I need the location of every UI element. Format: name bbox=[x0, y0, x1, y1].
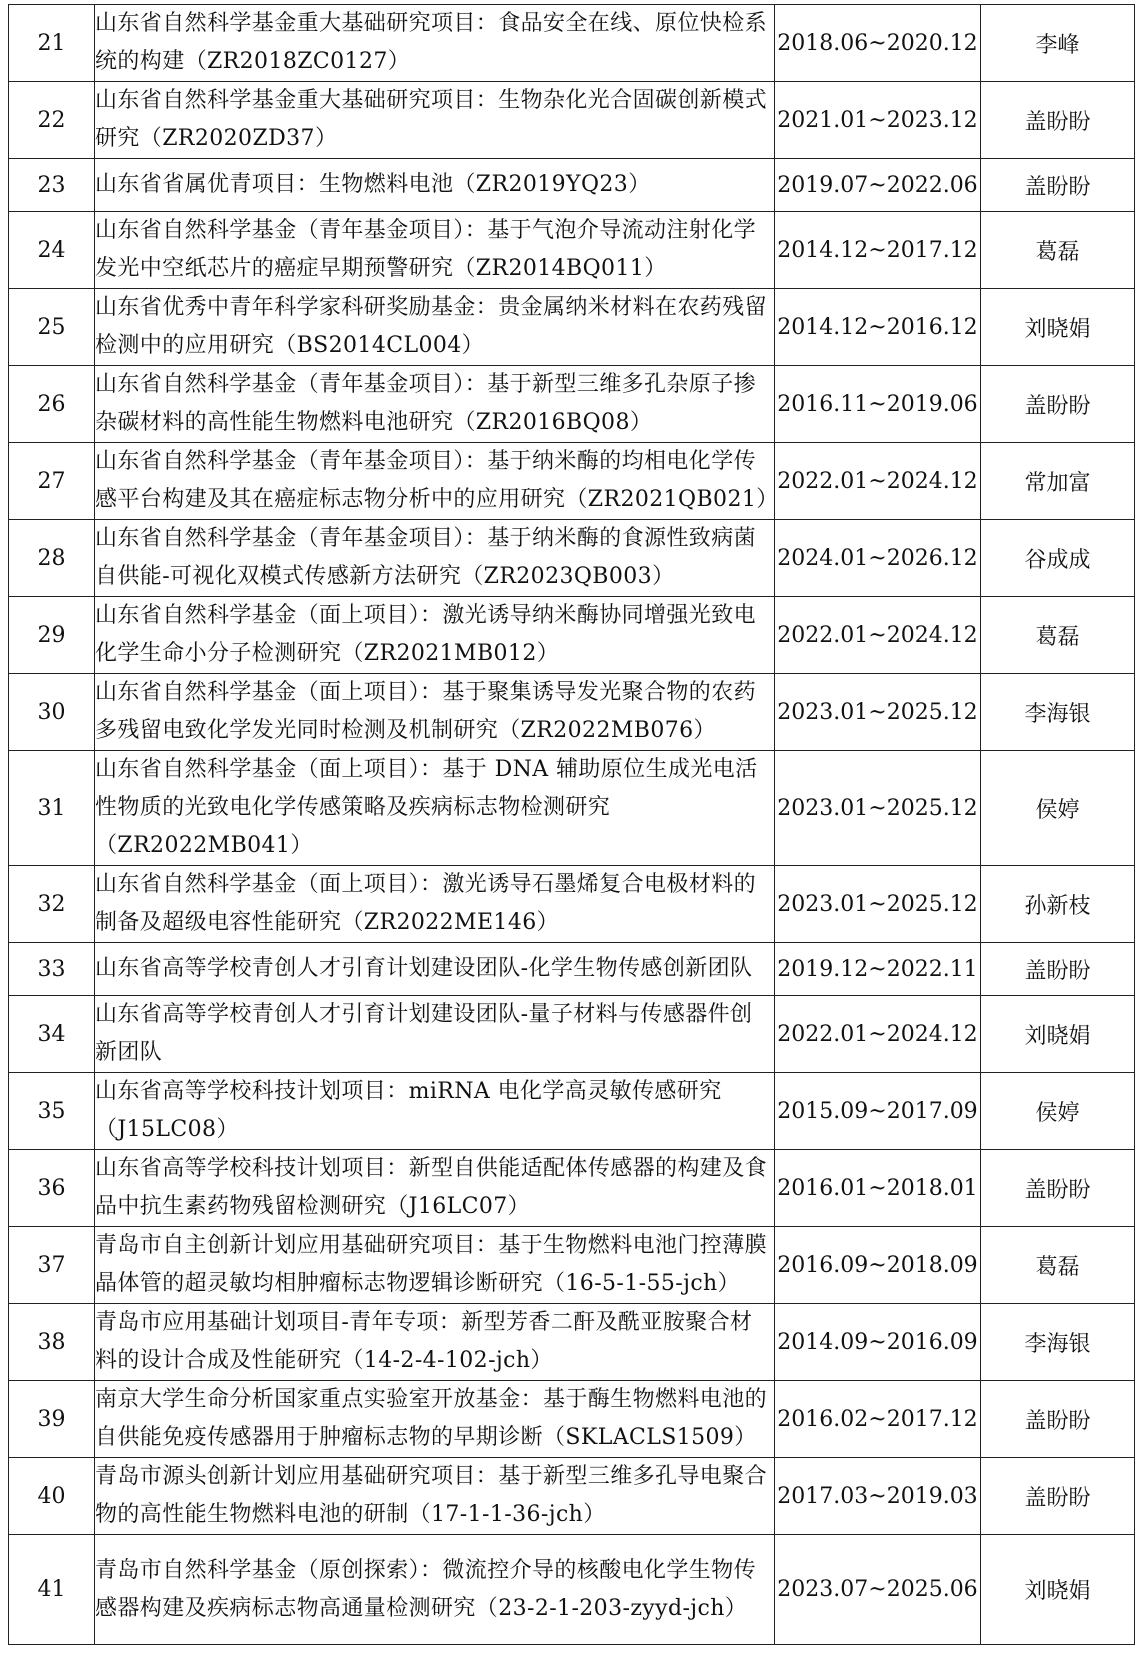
project-period: 2014.12~2016.12 bbox=[775, 289, 981, 366]
row-number: 23 bbox=[9, 159, 95, 212]
project-period: 2016.11~2019.06 bbox=[775, 366, 981, 443]
project-leader: 孙新枝 bbox=[981, 866, 1135, 943]
row-number: 29 bbox=[9, 597, 95, 674]
project-title: 山东省自然科学基金重大基础研究项目：食品安全在线、原位快检系统的构建（ZR2018ZC0127） bbox=[95, 5, 775, 82]
project-leader: 侯婷 bbox=[981, 1073, 1135, 1150]
project-leader: 葛磊 bbox=[981, 597, 1135, 674]
project-leader: 侯婷 bbox=[981, 751, 1135, 866]
row-number: 25 bbox=[9, 289, 95, 366]
row-number: 40 bbox=[9, 1458, 95, 1535]
project-period: 2014.09~2016.09 bbox=[775, 1304, 981, 1381]
table-row bbox=[9, 1150, 1135, 1227]
table-row bbox=[9, 1304, 1135, 1381]
table-row bbox=[9, 597, 1135, 674]
project-title: 青岛市源头创新计划应用基础研究项目：基于新型三维多孔导电聚合物的高性能生物燃料电池的研制（17-1-1-36-jch） bbox=[95, 1458, 775, 1535]
project-title: 山东省高等学校科技计划项目：miRNA 电化学高灵敏传感研究（J15LC08） bbox=[95, 1073, 775, 1150]
row-number: 41 bbox=[9, 1535, 95, 1645]
table-row bbox=[9, 159, 1135, 212]
project-period: 2021.01~2023.12 bbox=[775, 82, 981, 159]
project-leader: 李峰 bbox=[981, 5, 1135, 82]
row-number: 38 bbox=[9, 1304, 95, 1381]
table-row bbox=[9, 751, 1135, 866]
table-row bbox=[9, 1381, 1135, 1458]
project-leader: 盖盼盼 bbox=[981, 943, 1135, 996]
table-row bbox=[9, 5, 1135, 82]
project-period: 2016.01~2018.01 bbox=[775, 1150, 981, 1227]
row-number: 34 bbox=[9, 996, 95, 1073]
project-leader: 刘晓娟 bbox=[981, 289, 1135, 366]
project-leader: 李海银 bbox=[981, 674, 1135, 751]
project-title: 山东省自然科学基金（面上项目）：基于聚集诱导发光聚合物的农药多残留电致化学发光同时检测及机制研究（ZR2022MB076） bbox=[95, 674, 775, 751]
project-period: 2023.01~2025.12 bbox=[775, 674, 981, 751]
project-title: 山东省自然科学基金重大基础研究项目：生物杂化光合固碳创新模式研究（ZR2020ZD37） bbox=[95, 82, 775, 159]
project-title: 山东省高等学校青创人才引育计划建设团队-化学生物传感创新团队 bbox=[95, 943, 775, 996]
row-number: 24 bbox=[9, 212, 95, 289]
project-title: 山东省优秀中青年科学家科研奖励基金：贵金属纳米材料在农药残留检测中的应用研究（BS2014CL004） bbox=[95, 289, 775, 366]
project-period: 2014.12~2017.12 bbox=[775, 212, 981, 289]
table-row bbox=[9, 212, 1135, 289]
row-number: 28 bbox=[9, 520, 95, 597]
project-title: 青岛市自主创新计划应用基础研究项目：基于生物燃料电池门控薄膜晶体管的超灵敏均相肿瘤标志物逻辑诊断研究（16-5-1-55-jch） bbox=[95, 1227, 775, 1304]
row-number: 27 bbox=[9, 443, 95, 520]
project-period: 2022.01~2024.12 bbox=[775, 597, 981, 674]
project-period: 2019.12~2022.11 bbox=[775, 943, 981, 996]
project-table bbox=[8, 4, 1135, 1645]
project-title: 南京大学生命分析国家重点实验室开放基金：基于酶生物燃料电池的自供能免疫传感器用于肿瘤标志物的早期诊断（SKLACLS1509） bbox=[95, 1381, 775, 1458]
project-title: 青岛市应用基础计划项目-青年专项：新型芳香二酐及酰亚胺聚合材料的设计合成及性能研究（14-2-4-102-jch） bbox=[95, 1304, 775, 1381]
project-title: 山东省高等学校科技计划项目：新型自供能适配体传感器的构建及食品中抗生素药物残留检测研究（J16LC07） bbox=[95, 1150, 775, 1227]
project-leader: 谷成成 bbox=[981, 520, 1135, 597]
table-row bbox=[9, 943, 1135, 996]
project-period: 2023.01~2025.12 bbox=[775, 866, 981, 943]
table-row bbox=[9, 366, 1135, 443]
project-leader: 常加富 bbox=[981, 443, 1135, 520]
project-leader: 刘晓娟 bbox=[981, 996, 1135, 1073]
project-title: 山东省自然科学基金（青年基金项目）：基于气泡介导流动注射化学发光中空纸芯片的癌症早期预警研究（ZR2014BQ011） bbox=[95, 212, 775, 289]
project-period: 2016.09~2018.09 bbox=[775, 1227, 981, 1304]
table-row bbox=[9, 1073, 1135, 1150]
project-title: 山东省自然科学基金（面上项目）：激光诱导纳米酶协同增强光致电化学生命小分子检测研究（ZR2021MB012） bbox=[95, 597, 775, 674]
project-period: 2018.06~2020.12 bbox=[775, 5, 981, 82]
row-number: 37 bbox=[9, 1227, 95, 1304]
project-leader: 李海银 bbox=[981, 1304, 1135, 1381]
project-title: 山东省自然科学基金（青年基金项目）：基于纳米酶的均相电化学传感平台构建及其在癌症标志物分析中的应用研究（ZR2021QB021） bbox=[95, 443, 775, 520]
table-row bbox=[9, 996, 1135, 1073]
table-row bbox=[9, 520, 1135, 597]
project-period: 2022.01~2024.12 bbox=[775, 443, 981, 520]
project-title: 山东省省属优青项目：生物燃料电池（ZR2019YQ23） bbox=[95, 159, 775, 212]
project-period: 2017.03~2019.03 bbox=[775, 1458, 981, 1535]
project-leader: 盖盼盼 bbox=[981, 1381, 1135, 1458]
project-title: 山东省自然科学基金（面上项目）：激光诱导石墨烯复合电极材料的制备及超级电容性能研究（ZR2022ME146） bbox=[95, 866, 775, 943]
row-number: 33 bbox=[9, 943, 95, 996]
project-period: 2022.01~2024.12 bbox=[775, 996, 981, 1073]
project-title: 山东省自然科学基金（青年基金项目）：基于新型三维多孔杂原子掺杂碳材料的高性能生物燃料电池研究（ZR2016BQ08） bbox=[95, 366, 775, 443]
project-title: 山东省高等学校青创人才引育计划建设团队-量子材料与传感器件创新团队 bbox=[95, 996, 775, 1073]
project-period: 2023.07~2025.06 bbox=[775, 1535, 981, 1645]
row-number: 26 bbox=[9, 366, 95, 443]
row-number: 39 bbox=[9, 1381, 95, 1458]
table-row bbox=[9, 443, 1135, 520]
project-title: 青岛市自然科学基金（原创探索）：微流控介导的核酸电化学生物传感器构建及疾病标志物高通量检测研究（23-2-1-203-zyyd-jch） bbox=[95, 1535, 775, 1645]
project-leader: 盖盼盼 bbox=[981, 159, 1135, 212]
project-leader: 盖盼盼 bbox=[981, 1458, 1135, 1535]
project-table-body bbox=[9, 5, 1135, 1645]
table-row bbox=[9, 866, 1135, 943]
row-number: 32 bbox=[9, 866, 95, 943]
table-row bbox=[9, 1535, 1135, 1645]
project-leader: 盖盼盼 bbox=[981, 366, 1135, 443]
table-row bbox=[9, 1458, 1135, 1535]
project-period: 2024.01~2026.12 bbox=[775, 520, 981, 597]
row-number: 35 bbox=[9, 1073, 95, 1150]
row-number: 21 bbox=[9, 5, 95, 82]
table-row bbox=[9, 82, 1135, 159]
project-leader: 盖盼盼 bbox=[981, 82, 1135, 159]
project-period: 2023.01~2025.12 bbox=[775, 751, 981, 866]
project-title: 山东省自然科学基金（青年基金项目）：基于纳米酶的食源性致病菌自供能-可视化双模式传感新方法研究（ZR2023QB003） bbox=[95, 520, 775, 597]
project-leader: 葛磊 bbox=[981, 1227, 1135, 1304]
table-row bbox=[9, 674, 1135, 751]
project-title: 山东省自然科学基金（面上项目）：基于 DNA 辅助原位生成光电活性物质的光致电化学传感策略及疾病标志物检测研究（ZR2022MB041） bbox=[95, 751, 775, 866]
row-number: 30 bbox=[9, 674, 95, 751]
table-row bbox=[9, 1227, 1135, 1304]
row-number: 22 bbox=[9, 82, 95, 159]
project-period: 2019.07~2022.06 bbox=[775, 159, 981, 212]
table-row bbox=[9, 289, 1135, 366]
row-number: 31 bbox=[9, 751, 95, 866]
project-leader: 刘晓娟 bbox=[981, 1535, 1135, 1645]
row-number: 36 bbox=[9, 1150, 95, 1227]
project-leader: 盖盼盼 bbox=[981, 1150, 1135, 1227]
project-period: 2016.02~2017.12 bbox=[775, 1381, 981, 1458]
project-period: 2015.09~2017.09 bbox=[775, 1073, 981, 1150]
project-leader: 葛磊 bbox=[981, 212, 1135, 289]
